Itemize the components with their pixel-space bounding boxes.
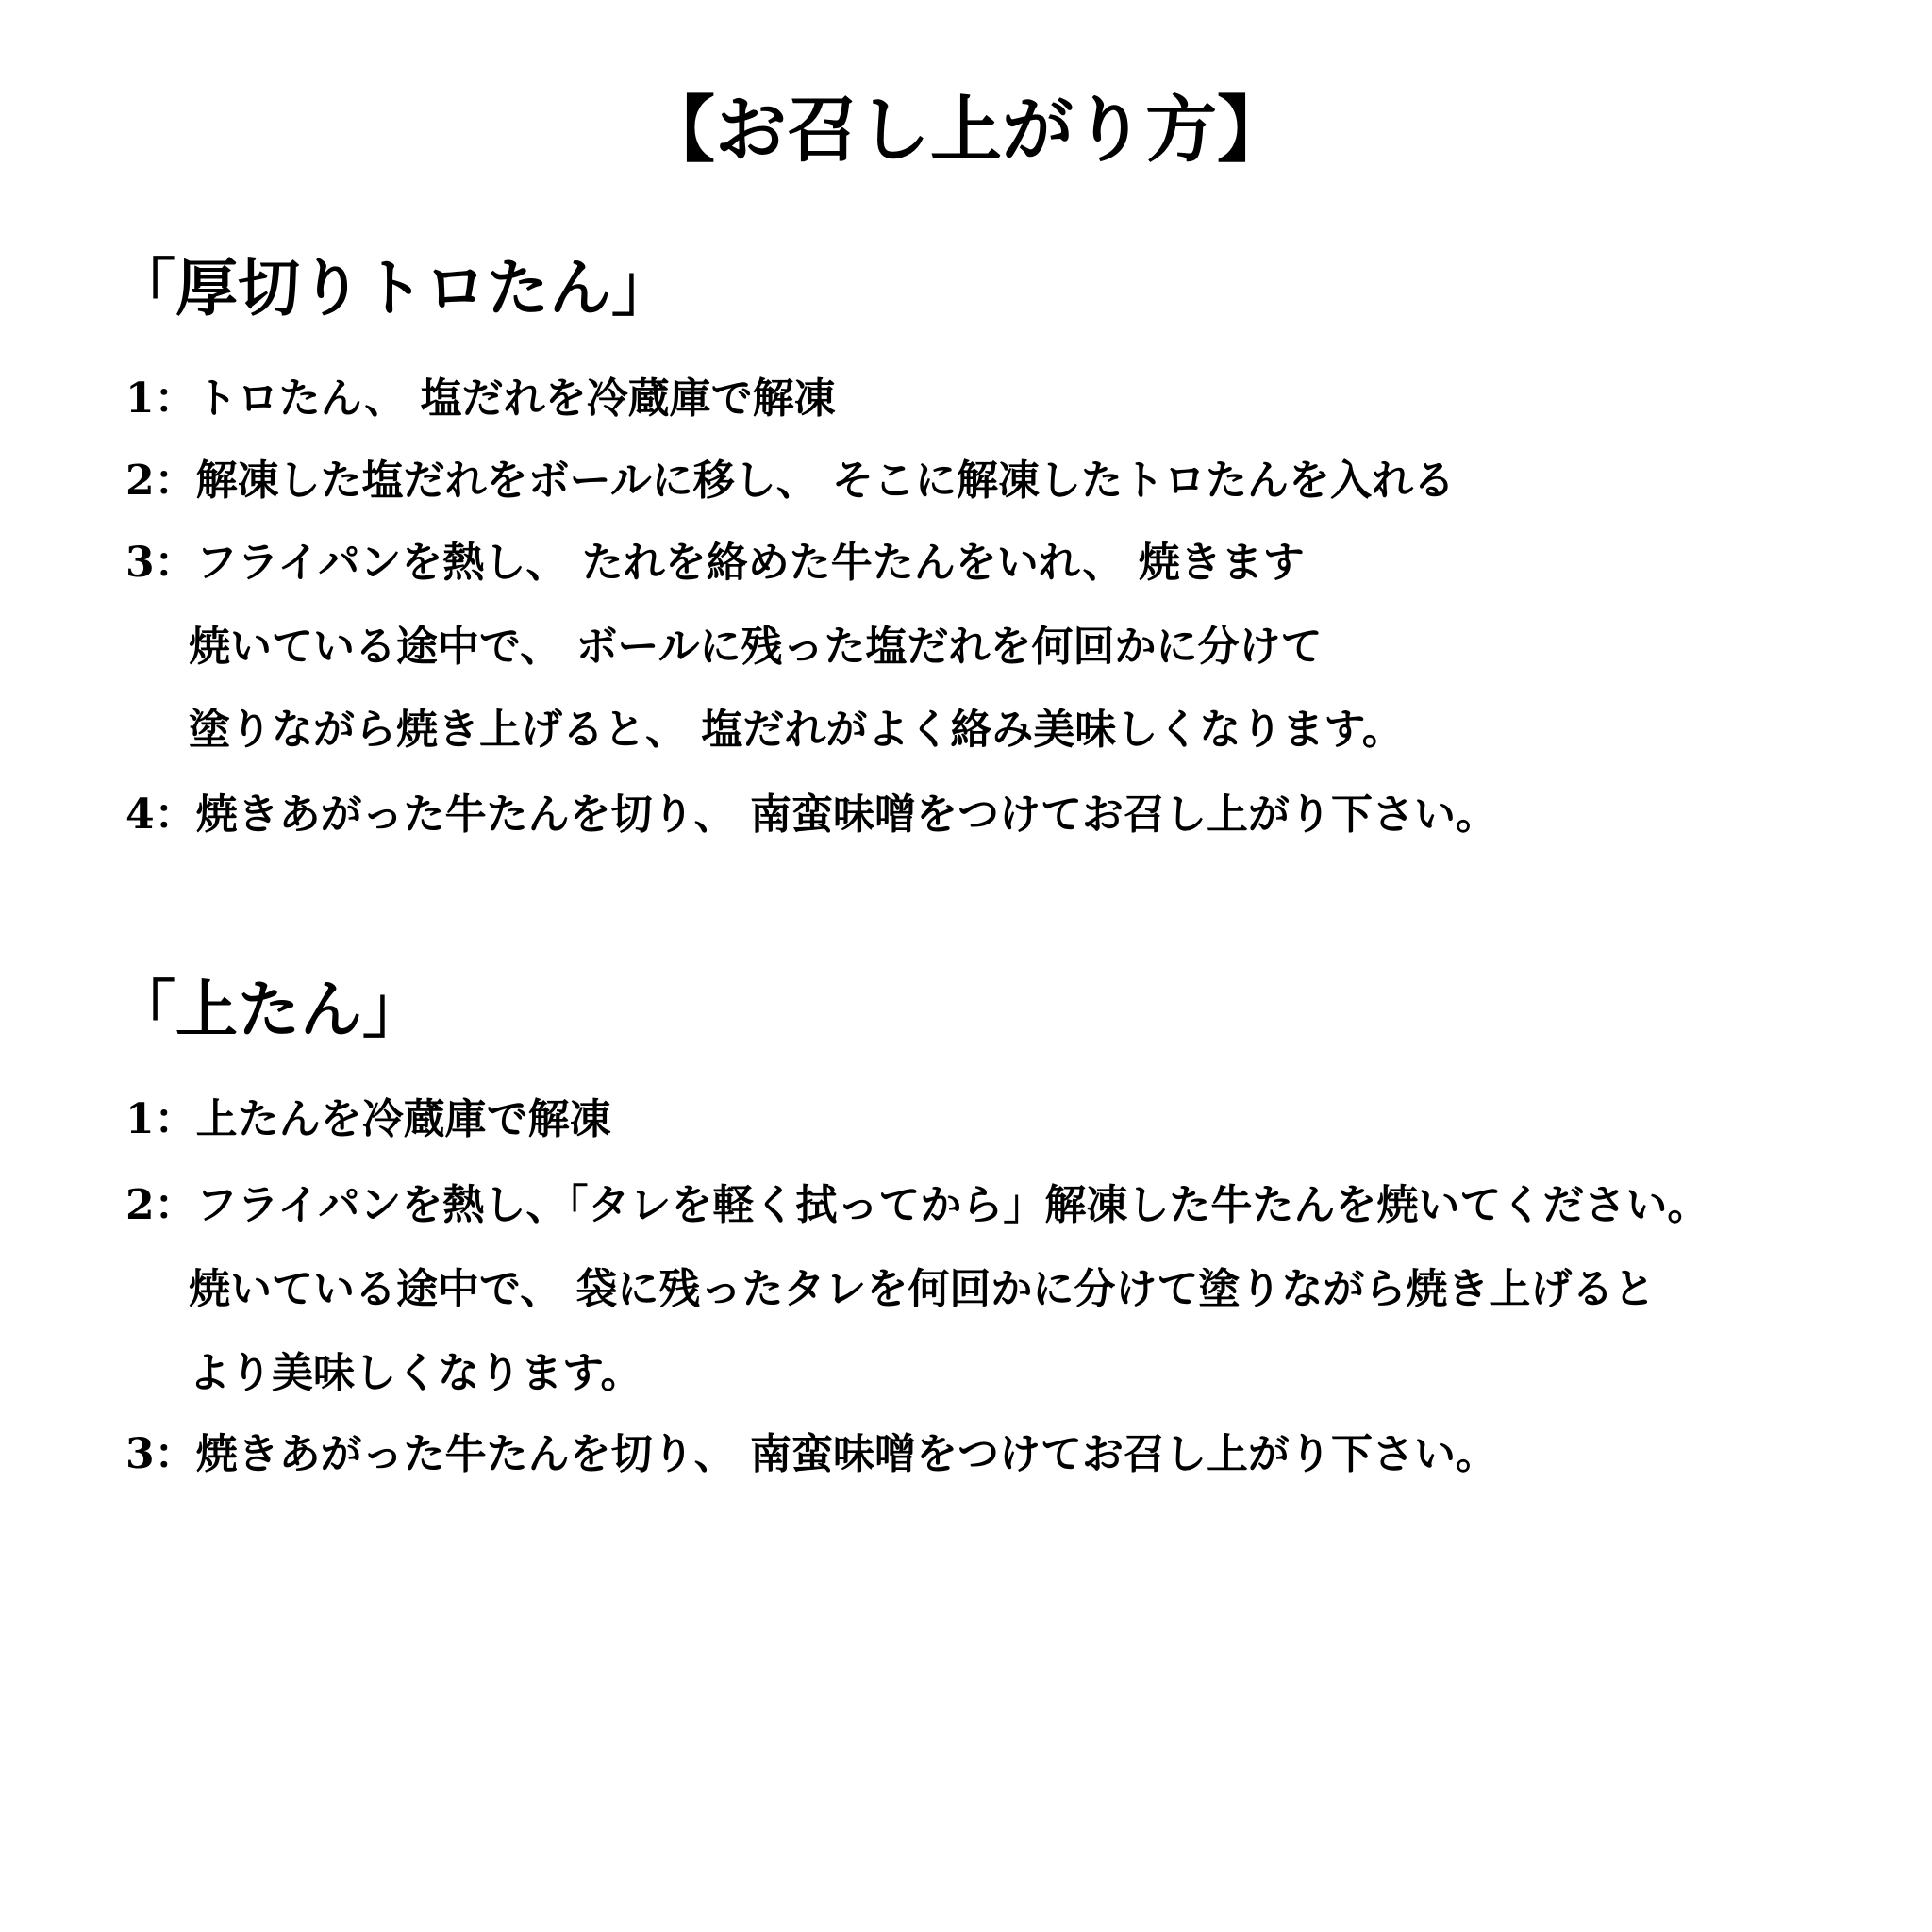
step-2-2-line-3: より美味しくなります。	[189, 1349, 642, 1397]
section-heading-atsugiri: 「厚切りトロたん」	[113, 251, 674, 325]
step-text: 焼きあがった牛たんを切り、 南蛮味噌をつけてお召し上がり下さい。	[195, 791, 1497, 839]
step-number: 1：	[125, 375, 196, 423]
step-text: 解凍した塩だれをボールに移し、 そこに解凍したトロたんを入れる	[195, 457, 1456, 505]
step-2-2	[125, 1177, 1708, 1234]
step-1-1	[125, 371, 836, 427]
page-title: 【お召し上がり方】	[643, 88, 1289, 172]
step-2-2-line-2: 焼いている途中で、 袋に残ったタレを何回かに分けて塗りながら焼き上げると	[189, 1265, 1656, 1313]
step-1-2	[125, 453, 1455, 509]
step-number: 3：	[125, 1430, 196, 1478]
step-text: 上たんを冷蔵庫で解凍	[195, 1095, 611, 1143]
step-2-3	[125, 1426, 1497, 1483]
step-number: 2：	[125, 457, 196, 505]
step-number: 1：	[125, 1095, 196, 1143]
step-1-3-line-3: 塗りながら焼き上げると、 塩だれがよく絡み美味しくなります。	[189, 706, 1404, 754]
step-text: フライパンを熱し、「タレを軽く拭ってから」解凍した牛たんを焼いてください。	[195, 1181, 1709, 1229]
step-1-3	[125, 535, 1305, 591]
step-number: 2：	[125, 1181, 196, 1229]
step-1-3-line-2: 焼いている途中で、 ボールに残った塩だれを何回かに分けて	[189, 623, 1323, 671]
step-1-4	[125, 787, 1497, 843]
step-2-1	[125, 1091, 611, 1148]
step-text: フライパンを熱し、 たれを絡めた牛たんをいれ、 焼きます	[195, 539, 1305, 587]
step-number: 4：	[125, 791, 196, 839]
section-heading-jotan: 「上たん」	[113, 973, 425, 1046]
step-number: 3：	[125, 539, 196, 587]
step-text: トロたん、 塩だれを冷蔵庫で解凍	[195, 375, 836, 423]
step-text: 焼きあがった牛たんを切り、 南蛮味噌をつけてお召し上がり下さい。	[195, 1430, 1497, 1478]
